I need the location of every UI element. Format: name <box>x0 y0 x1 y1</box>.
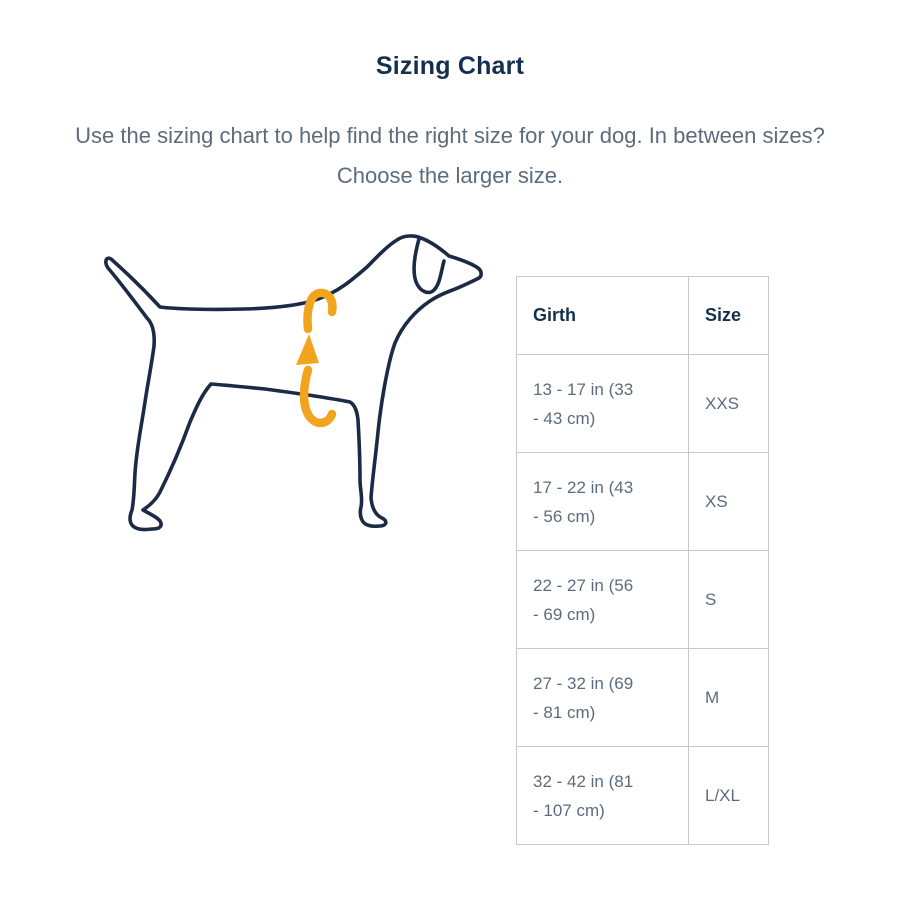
size-cell: XXS <box>689 355 769 453</box>
table-header-row <box>517 277 769 355</box>
girth-cell: 32 - 42 in (81 - 107 cm) <box>517 747 689 845</box>
sizing-table <box>516 276 769 845</box>
girth-cell: 22 - 27 in (56 - 69 cm) <box>517 551 689 649</box>
girth-cell: 27 - 32 in (69 - 81 cm) <box>517 649 689 747</box>
girth-arrowhead-icon <box>296 334 319 365</box>
size-cell: XS <box>689 453 769 551</box>
page-title: Sizing Chart <box>375 52 525 80</box>
column-header-girth: Girth <box>517 277 689 355</box>
table-row <box>517 453 769 551</box>
girth-cell: 17 - 22 in (43 - 56 cm) <box>517 453 689 551</box>
dog-outline <box>106 236 481 530</box>
column-header-size: Size <box>689 277 769 355</box>
size-cell: M <box>689 649 769 747</box>
size-cell: S <box>689 551 769 649</box>
table-row <box>517 551 769 649</box>
size-cell: L/XL <box>689 747 769 845</box>
table-row <box>517 747 769 845</box>
table-row <box>517 355 769 453</box>
dog-girth-illustration <box>80 222 505 547</box>
sizing-instructions-text: Use the sizing chart to help find the right size for your dog. In between sizes? Choose the larger size. <box>75 123 825 188</box>
table-row <box>517 649 769 747</box>
girth-cell: 13 - 17 in (33 - 43 cm) <box>517 355 689 453</box>
